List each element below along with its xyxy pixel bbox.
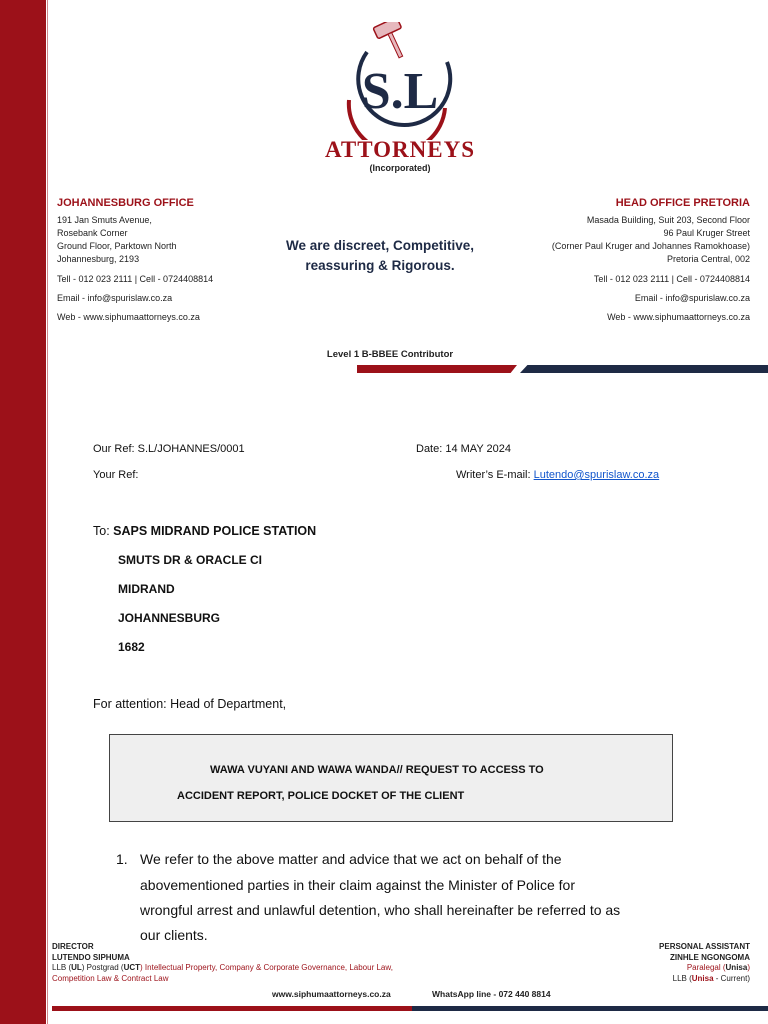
tagline-line: We are discreet, Competitive, [285,238,475,253]
logo-name: ATTORNEYS [324,137,476,162]
address-line: 96 Paul Kruger Street [663,228,750,238]
address-line: (Corner Paul Kruger and Johannes Ramokhoase) [551,241,750,251]
footer-website[interactable]: www.siphumaattorneys.co.za [272,989,391,999]
recipient-address-line: SMUTS DR & ORACLE CI [118,553,262,567]
tagline [260,236,500,276]
subject-line: ACCIDENT REPORT, POLICE DOCKET OF THE CLIENT [177,790,465,802]
gavel-monogram-icon [327,22,473,140]
firm-logo [315,22,485,202]
office-email: Email - info@spurislaw.co.za [57,293,173,303]
address-line: Masada Building, Suit 203, Second Floor [586,215,750,225]
left-red-sidebar [0,0,46,1024]
svg-text:S.L: S.L [361,63,439,120]
address-line: Ground Floor, Parktown North [57,241,177,251]
subject-box [109,734,673,822]
footer-director [52,942,393,984]
paragraph-line: abovementioned parties in their claim against the Minister of Police for [140,877,575,893]
office-tel: Tell - 012 023 2111 | Cell - 0724408814 [593,274,750,284]
pa-label: PERSONAL ASSISTANT [659,942,750,951]
recipient-address-line: 1682 [118,640,145,654]
address-line: Johannesburg, 2193 [57,254,140,264]
address-line: Pretoria Central, 002 [666,254,750,264]
header-navy-bar [520,365,768,373]
paragraph-line: wrongful arrest and unlawful detention, who shall hereinafter be referred to as [140,902,621,918]
subject-line: WAWA VUYANI AND WAWA WANDA// REQUEST TO ACCESS TO [210,764,544,776]
address-line: 191 Jan Smuts Avenue, [57,215,152,225]
your-ref: Your Ref: [93,469,139,481]
director-qualifications-line2: Competition Law & Contract Law [52,973,169,983]
office-tel: Tell - 012 023 2111 | Cell - 0724408814 [57,274,214,284]
writer-email-line [456,469,659,481]
recipient-address-line: JOHANNESBURG [118,611,221,625]
address-line: Rosebank Corner [57,228,128,238]
writer-email-label: Writer’s E-mail: [456,469,534,481]
pa-role: Paralegal (Unisa) [686,963,750,972]
recipient-name: SAPS MIDRAND POLICE STATION [113,524,317,538]
footer-whatsapp: WhatsApp line - 072 440 8814 [432,989,551,999]
johannesburg-office [57,197,287,330]
footer-red-bar [52,1006,412,1011]
paragraph-line: our clients. [140,927,208,943]
director-name: LUTENDO SIPHUMA [52,952,130,962]
sidebar-edge-line [47,0,48,1024]
office-web: Web - www.siphumaattorneys.co.za [607,312,750,322]
writer-email-link[interactable]: Lutendo@spurislaw.co.za [533,469,660,481]
footer-navy-bar [412,1006,768,1011]
logo-incorporated: (Incorporated) [369,163,431,173]
paragraph-number: 1. [116,851,128,867]
office-title: JOHANNESBURG OFFICE [57,197,194,209]
footer-assistant [659,942,750,984]
recipient-line [93,524,316,538]
recipient-address-line: MIDRAND [118,582,175,596]
pretoria-office [490,197,750,330]
header-red-bar [357,365,517,373]
paragraph-line: We refer to the above matter and advice that we act on behalf of the [140,851,562,867]
director-label: DIRECTOR [52,942,94,951]
office-web: Web - www.siphumaattorneys.co.za [57,312,200,322]
bbbee-label: Level 1 B-BBEE Contributor [326,349,454,360]
our-ref: Our Ref: S.L/JOHANNES/0001 [93,443,245,455]
letter-date: Date: 14 MAY 2024 [416,443,511,455]
office-email: Email - info@spurislaw.co.za [634,293,750,303]
to-label: To: [93,524,114,538]
attention-line: For attention: Head of Department, [93,697,287,711]
office-title: HEAD OFFICE PRETORIA [615,197,750,209]
director-qualifications: LLB (UL) Postgrad (UCT) Intellectual Property, Company & Corporate Governance, Labour Law, [52,963,393,972]
pa-name: ZINHLE NGONGOMA [670,952,750,962]
pa-llb: LLB (Unisa - Current) [672,973,750,983]
tagline-line: reassuring & Rigorous. [305,258,455,273]
